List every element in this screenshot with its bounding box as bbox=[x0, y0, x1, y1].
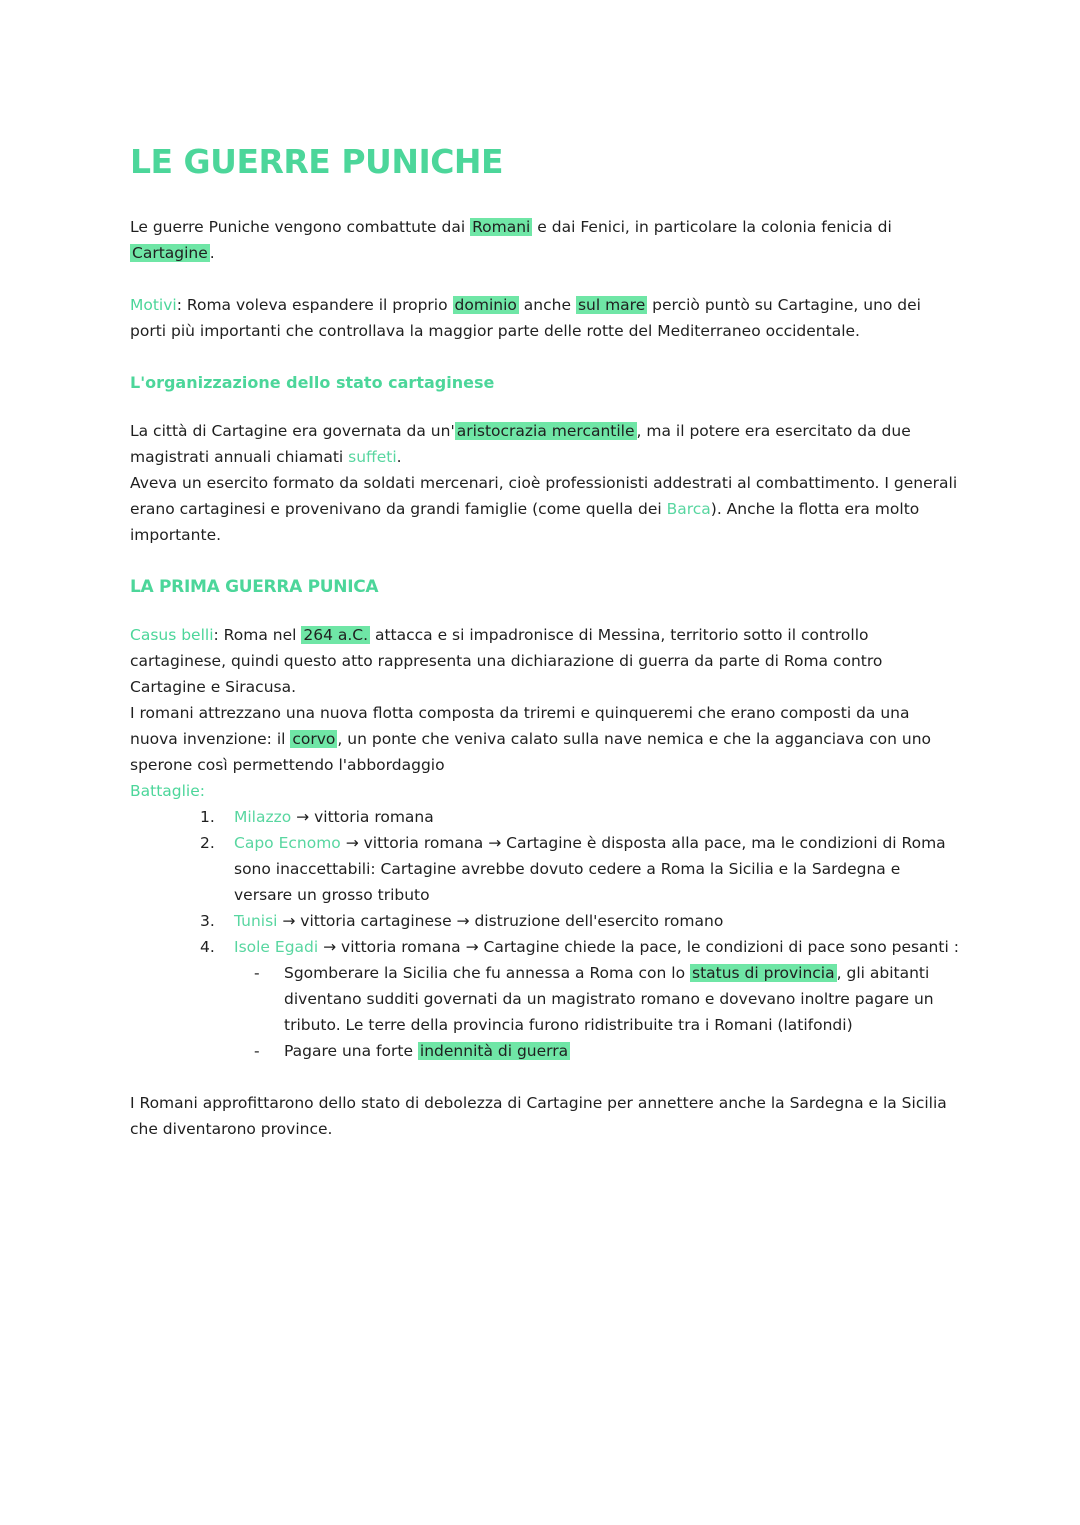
flotta-text: I romani attrezzano una nuova flotta composta da triremi e quinqueremi che erano composti da una nuova invenzione: il bbox=[130, 704, 910, 748]
list-number: 4. bbox=[200, 938, 215, 956]
list-number: 1. bbox=[200, 808, 215, 826]
battle-place: Tunisi bbox=[234, 912, 278, 930]
list-item bbox=[200, 934, 960, 1064]
list-number: 2. bbox=[200, 834, 215, 852]
casus-belli-paragraph bbox=[130, 622, 960, 778]
highlight-dominio: dominio bbox=[454, 296, 517, 314]
org-text: ). Anche la flotta era molto importante. bbox=[130, 500, 920, 544]
motivi-paragraph bbox=[130, 292, 960, 344]
highlight-indennita: indennità di guerra bbox=[419, 1042, 569, 1060]
peace-conditions-list bbox=[234, 960, 960, 1064]
motivi-text: : Roma voleva espandere il proprio bbox=[176, 296, 453, 314]
term-suffeti: suffeti bbox=[348, 448, 397, 466]
battle-text: → vittoria romana → Cartagine chiede la pace, le condizioni di pace sono pesanti : bbox=[318, 938, 959, 956]
org-text: , ma il potere era esercitato da due magistrati annuali chiamati bbox=[130, 422, 911, 466]
list-item bbox=[254, 960, 960, 1038]
battaglie-label: Battaglie: bbox=[130, 782, 205, 800]
intro-text: e dai Fenici, in particolare la colonia fenicia di bbox=[532, 218, 892, 236]
motivi-label: Motivi bbox=[130, 296, 177, 314]
flotta-text: , un ponte che veniva calato sulla nave nemica e che la agganciava con uno sperone così permettendo l'abbordaggio bbox=[130, 730, 932, 774]
dash-bullet: - bbox=[254, 1042, 260, 1060]
highlight-264: 264 a.C. bbox=[303, 626, 369, 644]
section-heading-organizzazione: L'organizzazione dello stato cartaginese bbox=[130, 373, 495, 392]
section-heading-prima-guerra: LA PRIMA GUERRA PUNICA bbox=[130, 577, 379, 597]
battle-place: Capo Ecnomo bbox=[234, 834, 341, 852]
highlight-aristocrazia: aristocrazia mercantile bbox=[456, 422, 635, 440]
battle-text: → vittoria romana → Cartagine è disposta alla pace, ma le condizioni di Roma sono inaccettabili: Cartagine avrebbe dovuto cedere a Roma la Sicilia e la Sardegna e versare un grosso tributo bbox=[234, 834, 946, 904]
organizzazione-paragraph bbox=[130, 418, 960, 548]
closing-paragraph: I Romani approfittarono dello stato di debolezza di Cartagine per annettere anche la Sardegna e la Sicilia che diventarono province. bbox=[130, 1094, 947, 1138]
motivi-text: anche bbox=[518, 296, 576, 314]
condition-text: , gli abitanti diventano sudditi governati da un magistrato romano e dovevano inoltre pagare un tributo. Le terre della provincia furono ridistribuite tra i Romani (latifondi) bbox=[284, 964, 934, 1034]
page-title: LE GUERRE PUNICHE bbox=[130, 142, 504, 181]
highlight-romani: Romani bbox=[472, 218, 531, 236]
highlight-cartagine: Cartagine bbox=[132, 244, 208, 262]
highlight-sul-mare: sul mare bbox=[577, 296, 646, 314]
dash-bullet: - bbox=[254, 964, 260, 982]
document-page bbox=[130, 140, 960, 1142]
battle-place: Isole Egadi bbox=[234, 938, 319, 956]
org-text: La città di Cartagine era governata da un' bbox=[130, 422, 455, 440]
battle-text: → vittoria cartaginese → distruzione dell'esercito romano bbox=[277, 912, 724, 930]
battle-place: Milazzo bbox=[234, 808, 292, 826]
term-barca: Barca bbox=[666, 500, 711, 518]
intro-text: Le guerre Puniche vengono combattute dai bbox=[130, 218, 471, 236]
battle-text: → vittoria romana bbox=[291, 808, 434, 826]
casus-text: : Roma nel bbox=[213, 626, 302, 644]
condition-text: Pagare una forte bbox=[284, 1042, 418, 1060]
list-item bbox=[200, 804, 960, 830]
list-number: 3. bbox=[200, 912, 215, 930]
condition-text: Sgomberare la Sicilia che fu annessa a Roma con lo bbox=[284, 964, 690, 982]
org-text: . bbox=[396, 448, 402, 466]
motivi-text: perciò puntò su Cartagine, uno dei porti più importanti che controllava la maggior parte delle rotte del Mediterraneo occidentale. bbox=[130, 296, 921, 340]
list-item bbox=[200, 830, 960, 908]
intro-text: . bbox=[209, 244, 215, 262]
intro-paragraph bbox=[130, 214, 960, 266]
battles-list bbox=[130, 804, 960, 1064]
casus-belli-label: Casus belli bbox=[130, 626, 214, 644]
highlight-corvo: corvo bbox=[292, 730, 336, 748]
list-item bbox=[200, 908, 960, 934]
org-text: Aveva un esercito formato da soldati mercenari, cioè professionisti addestrati al combattimento. I generali erano cartaginesi e provenivano da grandi famiglie (come quella dei bbox=[130, 474, 958, 518]
highlight-status-provincia: status di provincia bbox=[692, 964, 835, 982]
list-item bbox=[254, 1038, 960, 1064]
casus-text: attacca e si impadronisce di Messina, territorio sotto il controllo cartaginese, quindi questo atto rappresenta una dichiarazione di guerra da parte di Roma contro Cartagine e Siracusa. bbox=[130, 626, 883, 696]
